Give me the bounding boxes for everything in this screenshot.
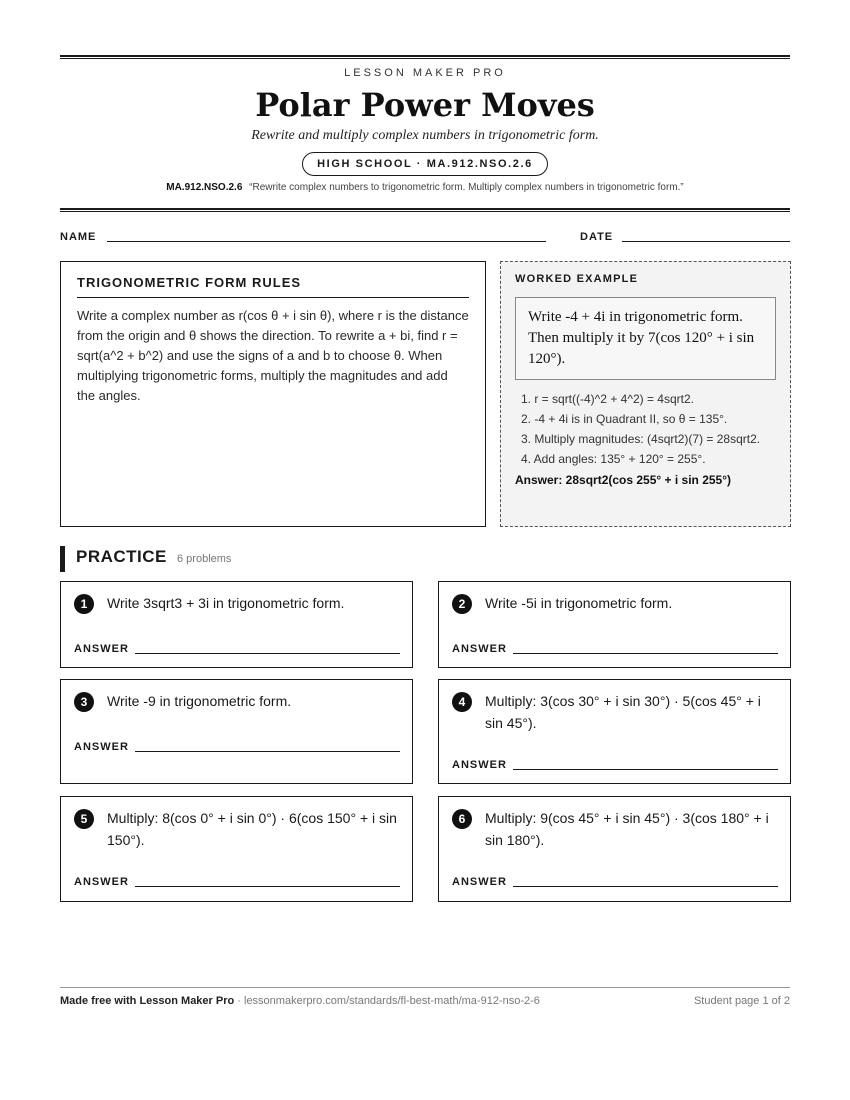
answer-label: ANSWER	[452, 643, 507, 655]
top-divider	[60, 55, 790, 59]
footer-url[interactable]: · lessonmakerpro.com/standards/fl-best-math/ma-912-nso-2-6	[234, 995, 540, 1007]
footer-made-with: Made free with Lesson Maker Pro	[60, 995, 235, 1007]
example-prompt: Write -4 + 4i in trigonometric form. Then multiply it by 7(cos 120° + i sin 120°).	[515, 297, 776, 380]
example-step: 2. -4 + 4i is in Quadrant II, so θ = 135°.	[521, 412, 728, 426]
problem-text: Multiply: 3(cos 30° + i sin 30°) · 5(cos 45° + i sin 45°).	[485, 693, 761, 731]
problem-text: Multiply: 8(cos 0° + i sin 0°) · 6(cos 150° + i sin 150°).	[107, 810, 397, 848]
problem-number-badge: 3	[74, 692, 94, 712]
date-label: DATE	[580, 231, 614, 243]
problem-text: Write -5i in trigonometric form.	[485, 595, 673, 611]
problem-number-badge: 4	[452, 692, 472, 712]
example-step: 3. Multiply magnitudes: (4sqrt2)(7) = 28sqrt2.	[521, 432, 761, 446]
problem-card-3	[60, 679, 413, 784]
example-heading: WORKED EXAMPLE	[515, 273, 639, 285]
problem-number-badge: 1	[74, 594, 94, 614]
footer-divider	[60, 987, 790, 988]
header-divider	[60, 208, 790, 212]
problem-number-badge: 6	[452, 809, 472, 829]
grade-standard-badge: HIGH SCHOOL · MA.912.NSO.2.6	[302, 152, 548, 176]
practice-heading: PRACTICE	[76, 547, 167, 566]
example-step: 4. Add angles: 135° + 120° = 255°.	[521, 452, 706, 466]
answer-label: ANSWER	[74, 643, 129, 655]
answer-field[interactable]	[135, 886, 400, 887]
answer-field[interactable]	[135, 751, 400, 752]
worksheet-page	[60, 0, 790, 1100]
page-title: Polar Power Moves	[255, 86, 595, 124]
problem-text: Multiply: 9(cos 45° + i sin 45°) · 3(cos 180° + i sin 180°).	[485, 810, 769, 848]
answer-field[interactable]	[513, 653, 778, 654]
date-field[interactable]	[622, 241, 790, 242]
answer-label: ANSWER	[74, 741, 129, 753]
rules-text: Write a complex number as r(cos θ + i sin θ), where r is the distance from the origin and θ shows the direction. To rewrite a + bi, find r = sqrt(a^2 + b^2) and use the signs of a and b to choose θ. When multiplying trigonometric forms, multiply the magnitudes and add the angles.	[77, 308, 469, 403]
name-label: NAME	[60, 231, 97, 243]
footer-credit	[60, 995, 540, 1007]
standard-text: “Rewrite complex numbers to trigonometric form. Multiply complex numbers in trigonometric form.”	[249, 182, 684, 193]
worked-example-panel	[500, 261, 791, 527]
practice-accent-bar	[60, 546, 65, 572]
answer-field[interactable]	[513, 769, 778, 770]
rules-panel	[60, 261, 486, 527]
name-field[interactable]	[107, 241, 546, 242]
example-steps	[515, 389, 776, 469]
brand-eyebrow: LESSON MAKER PRO	[344, 67, 506, 79]
rules-heading: TRIGONOMETRIC FORM RULES	[77, 275, 469, 298]
problem-card-5	[60, 796, 413, 902]
problem-card-2	[438, 581, 791, 668]
problem-number-badge: 5	[74, 809, 94, 829]
problem-text: Write -9 in trigonometric form.	[107, 693, 292, 709]
practice-count: 6 problems	[177, 553, 232, 565]
problem-card-4	[438, 679, 791, 784]
problem-text: Write 3sqrt3 + 3i in trigonometric form.	[107, 595, 345, 611]
problem-card-6	[438, 796, 791, 902]
answer-label: ANSWER	[452, 876, 507, 888]
answer-label: ANSWER	[452, 759, 507, 771]
page-subtitle: Rewrite and multiply complex numbers in trigonometric form.	[251, 128, 599, 143]
answer-field[interactable]	[135, 653, 400, 654]
example-answer: Answer: 28sqrt2(cos 255° + i sin 255°)	[515, 473, 732, 487]
problem-number-badge: 2	[452, 594, 472, 614]
footer-page-number: Student page 1 of 2	[693, 995, 790, 1007]
standard-code: MA.912.NSO.2.6	[166, 182, 243, 193]
answer-field[interactable]	[513, 886, 778, 887]
example-step: 1. r = sqrt((-4)^2 + 4^2) = 4sqrt2.	[521, 392, 694, 406]
standard-description	[60, 182, 790, 193]
answer-label: ANSWER	[74, 876, 129, 888]
problem-card-1	[60, 581, 413, 668]
